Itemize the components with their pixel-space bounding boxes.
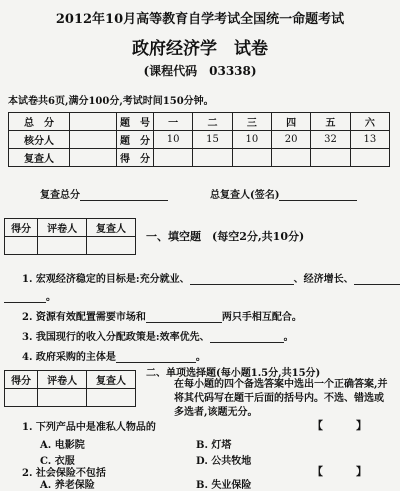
- grader-table-1: [4, 218, 136, 255]
- total-recheck-line: [40, 186, 168, 201]
- obtained-label: 得 分: [117, 149, 154, 167]
- col-6-obtained[interactable]: [350, 149, 389, 167]
- fill-q1-blank-3[interactable]: [4, 302, 46, 303]
- col-3-points: 10: [232, 131, 271, 149]
- col-2-points: 15: [193, 131, 232, 149]
- rechecker-label: 复查人: [9, 149, 70, 167]
- fill-q1-blank-1[interactable]: [190, 284, 294, 285]
- fill-q3-end: 。: [283, 332, 294, 343]
- grader-table-rechecker-cell[interactable]: [87, 237, 136, 255]
- fill-q1-mid: 、经济增长、: [293, 274, 354, 285]
- grader-table-2-grader: 评卷人: [38, 371, 87, 389]
- fill-q3-blank[interactable]: [210, 342, 284, 343]
- grader-table-score: 得分: [5, 219, 38, 237]
- col-1-points: 10: [154, 131, 193, 149]
- section2-scoring: (每小题1.5分,共15分): [216, 368, 321, 379]
- choice-question-2: 2. 社会保险不包括: [22, 468, 106, 479]
- col-1-obtained[interactable]: [154, 149, 193, 167]
- choice-question-1: 1. 下列产品中是准私人物品的: [22, 422, 156, 433]
- fill-question-4: [22, 348, 206, 363]
- fill-question-1: [22, 270, 400, 285]
- col-3-header: 三: [232, 113, 271, 131]
- checker-label: 核分人: [9, 131, 70, 149]
- grader-table-2-score: 得分: [5, 371, 38, 389]
- fill-q3-text: 3. 我国现行的收入分配政策是:效率优先、: [22, 332, 210, 343]
- points-label: 题 分: [117, 131, 154, 149]
- col-1-header: 一: [154, 113, 193, 131]
- grader-table-rechecker: 复查人: [87, 219, 136, 237]
- grader-table-grader: 评卷人: [38, 219, 87, 237]
- recheck-sign-line: [210, 186, 357, 201]
- grader-table-2-grader-cell[interactable]: [38, 389, 87, 407]
- fill-q4-blank[interactable]: [116, 362, 196, 363]
- grader-table-score-cell[interactable]: [5, 237, 38, 255]
- col-6-header: 六: [350, 113, 389, 131]
- subject-title: 政府经济学 试卷: [132, 39, 268, 59]
- fill-q4-text: 4. 政府采购的主体是: [22, 352, 116, 363]
- exam-title: 2012年10月高等教育自学考试全国统一命题考试: [55, 12, 345, 27]
- section1-title: 一、填空题 (每空2分,共10分): [146, 230, 305, 243]
- total-recheck-label: 复查总分: [40, 190, 80, 201]
- fill-q2-end: 两只手相互配合。: [221, 312, 302, 323]
- fill-question-1-cont: [4, 288, 56, 303]
- question-number-label: 题 号: [117, 113, 154, 131]
- total-label: 总 分: [9, 113, 70, 131]
- section2-title: 二、单项选择题: [146, 368, 216, 379]
- exam-intro: 本试卷共6页,满分100分,考试时间150分钟。: [8, 96, 214, 107]
- recheck-sign-label: 总复查人(签名): [210, 190, 280, 201]
- fill-q4-end: 。: [195, 352, 206, 363]
- choice-q2-option-a: A. 养老保险: [40, 480, 95, 491]
- section2-header: [146, 364, 320, 379]
- col-2-header: 二: [193, 113, 232, 131]
- recheck-sign-blank[interactable]: [279, 200, 357, 201]
- fill-q2-blank[interactable]: [146, 322, 222, 323]
- grader-table-2: [4, 370, 136, 407]
- total-cell: [70, 113, 117, 131]
- choice-q2-answer-bracket[interactable]: 【 】: [312, 465, 367, 478]
- choice-q2-option-b: B. 失业保险: [196, 480, 252, 491]
- fill-question-3: [22, 328, 294, 343]
- col-3-obtained[interactable]: [232, 149, 271, 167]
- fill-q1-blank-2[interactable]: [354, 284, 400, 285]
- col-4-points: 20: [271, 131, 310, 149]
- grader-table-2-rechecker-cell[interactable]: [87, 389, 136, 407]
- col-2-obtained[interactable]: [193, 149, 232, 167]
- col-4-obtained[interactable]: [271, 149, 310, 167]
- choice-q1-option-a: A. 电影院: [40, 440, 85, 451]
- col-5-obtained[interactable]: [311, 149, 350, 167]
- fill-q1-text: 1. 宏观经济稳定的目标是:充分就业、: [22, 274, 190, 285]
- col-5-points: 32: [311, 131, 350, 149]
- course-code: (课程代码 03338): [143, 64, 257, 78]
- grader-table-2-rechecker: 复查人: [87, 371, 136, 389]
- col-4-header: 四: [271, 113, 310, 131]
- choice-q1-option-b: B. 灯塔: [196, 440, 232, 451]
- choice-q1-option-c: C. 衣服: [40, 456, 75, 467]
- col-5-header: 五: [311, 113, 350, 131]
- fill-q2-text: 2. 资源有效配置需要市场和: [22, 312, 146, 323]
- fill-question-2: [22, 308, 302, 323]
- section2-instruction: 在每小题的四个备选答案中选出一个正确答案,并将其代码写在题干后面的括号内。不选、错选或多选者,该题无分。: [174, 379, 388, 418]
- col-6-points: 13: [350, 131, 389, 149]
- checker-cell: [70, 131, 117, 149]
- grader-table-2-score-cell[interactable]: [5, 389, 38, 407]
- total-recheck-blank[interactable]: [80, 200, 168, 201]
- grader-table-grader-cell[interactable]: [38, 237, 87, 255]
- fill-q1-end: 。: [46, 292, 56, 303]
- choice-q1-option-d: D. 公共牧地: [196, 456, 252, 467]
- rechecker-cell: [70, 149, 117, 167]
- choice-q1-answer-bracket[interactable]: 【 】: [312, 419, 367, 432]
- score-table: [8, 112, 390, 167]
